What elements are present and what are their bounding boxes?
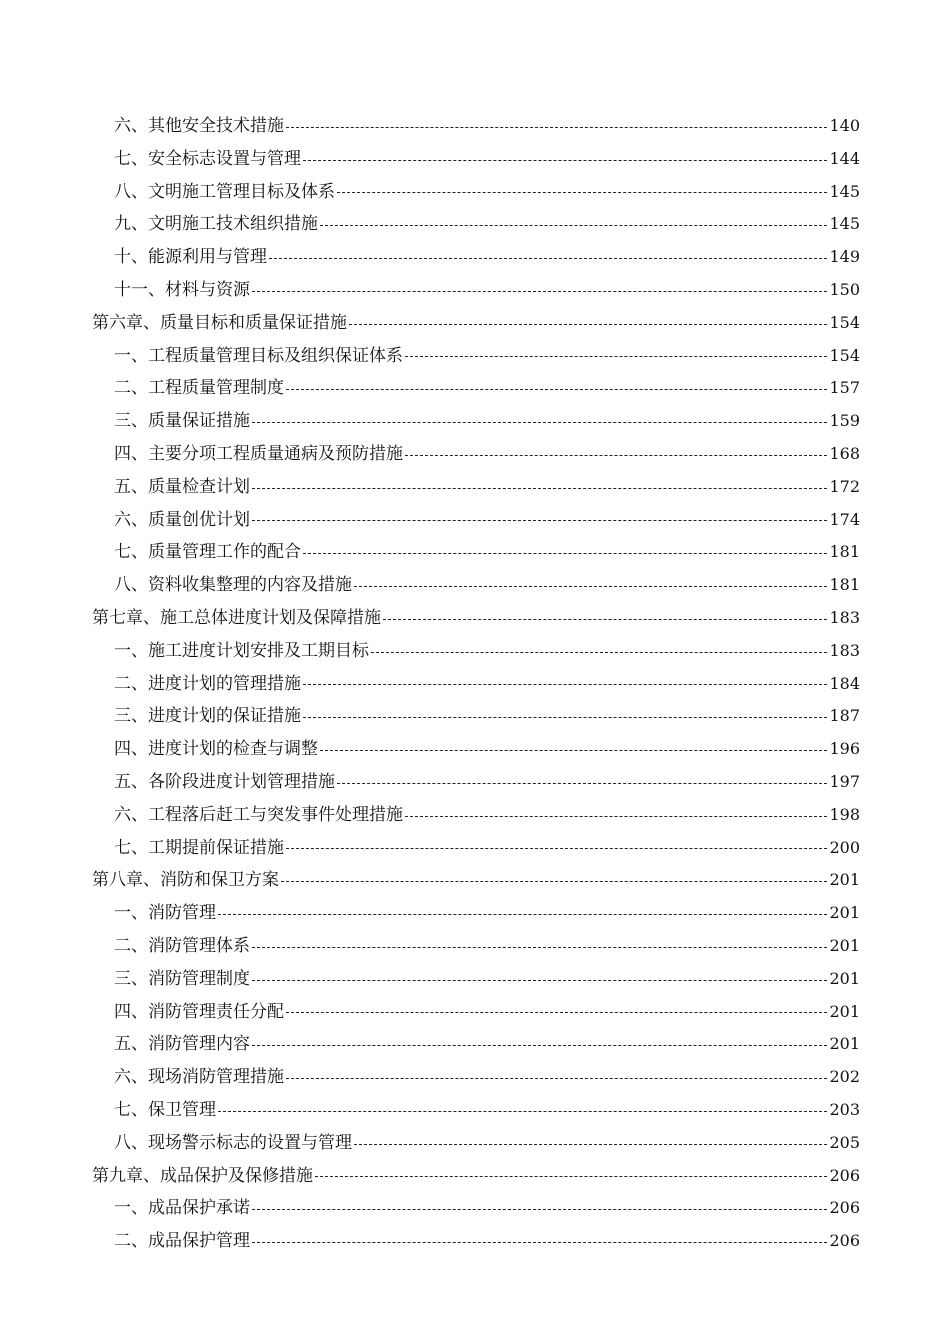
toc-section-entry[interactable] xyxy=(92,143,860,176)
toc-dot-leader xyxy=(349,324,827,325)
toc-entry-title: 六、质量创优计划 xyxy=(114,509,250,530)
toc-section-entry[interactable] xyxy=(92,930,860,963)
toc-page-number: 201 xyxy=(829,935,860,955)
toc-section-entry[interactable] xyxy=(92,1127,860,1160)
toc-entry-title: 三、消防管理制度 xyxy=(114,968,250,989)
toc-page-number: 201 xyxy=(829,903,860,923)
toc-dot-leader xyxy=(252,488,827,489)
toc-page-number: 157 xyxy=(829,378,860,398)
toc-dot-leader xyxy=(286,1078,827,1079)
toc-section-entry[interactable] xyxy=(92,766,860,799)
toc-section-entry[interactable] xyxy=(92,438,860,471)
toc-page-number: 145 xyxy=(829,181,860,201)
toc-page-number: 150 xyxy=(829,279,860,299)
toc-dot-leader xyxy=(281,881,827,882)
toc-entry-title: 一、施工进度计划安排及工期目标 xyxy=(114,640,369,661)
toc-page-number: 183 xyxy=(829,607,860,627)
toc-dot-leader xyxy=(405,356,827,357)
toc-page-number: 187 xyxy=(829,706,860,726)
toc-page-number: 159 xyxy=(829,411,860,431)
toc-section-entry[interactable] xyxy=(92,897,860,930)
toc-dot-leader xyxy=(286,127,827,128)
toc-entry-title: 八、现场警示标志的设置与管理 xyxy=(114,1132,352,1153)
toc-dot-leader xyxy=(286,389,827,390)
toc-entry-title: 六、现场消防管理措施 xyxy=(114,1067,284,1088)
toc-section-entry[interactable] xyxy=(92,176,860,209)
toc-entry-title: 六、其他安全技术措施 xyxy=(114,116,284,136)
toc-entry-title: 七、工期提前保证措施 xyxy=(114,837,284,858)
toc-page-number: 172 xyxy=(829,476,860,496)
toc-entry-title: 四、进度计划的检查与调整 xyxy=(114,739,318,760)
toc-section-entry[interactable] xyxy=(92,110,860,143)
toc-chapter-entry[interactable] xyxy=(92,864,860,897)
toc-entry-title: 五、质量检查计划 xyxy=(114,476,250,497)
toc-page-number: 200 xyxy=(829,837,860,857)
toc-dot-leader xyxy=(252,422,827,423)
toc-dot-leader xyxy=(315,1176,827,1177)
table-of-contents xyxy=(92,110,860,1258)
toc-entry-title: 第九章、成品保护及保修措施 xyxy=(92,1165,313,1186)
toc-page-number: 181 xyxy=(829,575,860,595)
toc-section-entry[interactable] xyxy=(92,1061,860,1094)
toc-dot-leader xyxy=(337,783,827,784)
toc-page-number: 206 xyxy=(829,1231,860,1251)
toc-chapter-entry[interactable] xyxy=(92,1160,860,1193)
toc-page-number: 198 xyxy=(829,804,860,824)
toc-dot-leader xyxy=(320,750,827,751)
toc-page-number: 206 xyxy=(829,1165,860,1185)
toc-entry-title: 八、资料收集整理的内容及措施 xyxy=(114,575,352,596)
toc-entry-title: 三、质量保证措施 xyxy=(114,411,250,432)
toc-dot-leader xyxy=(303,553,827,554)
toc-dot-leader xyxy=(269,258,827,259)
toc-page-number: 154 xyxy=(829,312,860,332)
toc-entry-title: 十一、材料与资源 xyxy=(114,279,250,300)
toc-page-number: 144 xyxy=(829,148,860,168)
toc-page-number: 196 xyxy=(829,739,860,759)
toc-section-entry[interactable] xyxy=(92,405,860,438)
toc-entry-title: 七、保卫管理 xyxy=(114,1099,216,1120)
toc-chapter-entry[interactable] xyxy=(92,602,860,635)
toc-entry-title: 二、工程质量管理制度 xyxy=(114,378,284,399)
toc-dot-leader xyxy=(286,1012,827,1013)
toc-page-number: 184 xyxy=(829,673,860,693)
toc-page-number: 205 xyxy=(829,1132,860,1152)
toc-section-entry[interactable] xyxy=(92,996,860,1029)
toc-dot-leader xyxy=(303,160,827,161)
toc-section-entry[interactable] xyxy=(92,1094,860,1127)
toc-entry-title: 第八章、消防和保卫方案 xyxy=(92,870,279,891)
toc-page-number: 206 xyxy=(829,1198,860,1218)
toc-dot-leader xyxy=(320,225,827,226)
toc-entry-title: 五、消防管理内容 xyxy=(114,1034,250,1055)
toc-section-entry[interactable] xyxy=(92,208,860,241)
toc-page-number: 203 xyxy=(829,1099,860,1119)
toc-page-number: 140 xyxy=(829,116,860,135)
toc-dot-leader xyxy=(252,1209,827,1210)
toc-chapter-entry[interactable] xyxy=(92,307,860,340)
toc-entry-title: 一、成品保护承诺 xyxy=(114,1198,250,1219)
toc-dot-leader xyxy=(303,684,827,685)
toc-section-entry[interactable] xyxy=(92,504,860,537)
toc-section-entry[interactable] xyxy=(92,372,860,405)
toc-section-entry[interactable] xyxy=(92,799,860,832)
toc-dot-leader xyxy=(371,652,827,653)
toc-section-entry[interactable] xyxy=(92,832,860,865)
toc-section-entry[interactable] xyxy=(92,1192,860,1225)
toc-page-number: 145 xyxy=(829,214,860,234)
toc-dot-leader xyxy=(405,455,827,456)
toc-dot-leader xyxy=(252,291,827,292)
toc-page-number: 202 xyxy=(829,1067,860,1087)
toc-dot-leader xyxy=(354,586,827,587)
toc-dot-leader xyxy=(337,192,827,193)
toc-page-number: 154 xyxy=(829,345,860,365)
toc-entry-title: 三、进度计划的保证措施 xyxy=(114,706,301,727)
toc-section-entry[interactable] xyxy=(92,536,860,569)
toc-page-number: 201 xyxy=(829,870,860,890)
toc-entry-title: 四、消防管理责任分配 xyxy=(114,1001,284,1022)
toc-dot-leader xyxy=(252,520,827,521)
toc-dot-leader xyxy=(303,717,827,718)
toc-entry-title: 四、主要分项工程质量通病及预防措施 xyxy=(114,443,403,464)
toc-dot-leader xyxy=(383,619,827,620)
toc-dot-leader xyxy=(405,816,827,817)
toc-section-entry[interactable] xyxy=(92,274,860,307)
toc-section-entry[interactable] xyxy=(92,241,860,274)
toc-section-entry[interactable] xyxy=(92,668,860,701)
toc-page-number: 201 xyxy=(829,1001,860,1021)
toc-dot-leader xyxy=(218,914,827,915)
toc-entry-title: 一、消防管理 xyxy=(114,903,216,924)
toc-section-entry[interactable] xyxy=(92,733,860,766)
toc-entry-title: 八、文明施工管理目标及体系 xyxy=(114,181,335,202)
toc-section-entry[interactable] xyxy=(92,340,860,373)
toc-section-entry[interactable] xyxy=(92,700,860,733)
toc-entry-title: 第六章、质量目标和质量保证措施 xyxy=(92,312,347,333)
toc-dot-leader xyxy=(218,1111,827,1112)
toc-page-number: 201 xyxy=(829,968,860,988)
toc-entry-title: 九、文明施工技术组织措施 xyxy=(114,214,318,235)
toc-section-entry[interactable] xyxy=(92,963,860,996)
toc-dot-leader xyxy=(354,1144,827,1145)
toc-page-number: 168 xyxy=(829,443,860,463)
toc-page-number: 174 xyxy=(829,509,860,529)
toc-section-entry[interactable] xyxy=(92,471,860,504)
toc-section-entry[interactable] xyxy=(92,1225,860,1258)
toc-page-number: 181 xyxy=(829,542,860,562)
toc-section-entry[interactable] xyxy=(92,569,860,602)
toc-entry-title: 二、进度计划的管理措施 xyxy=(114,673,301,694)
toc-page-number: 149 xyxy=(829,247,860,267)
toc-entry-title: 二、消防管理体系 xyxy=(114,935,250,956)
toc-dot-leader xyxy=(252,1045,827,1046)
toc-entry-title: 七、质量管理工作的配合 xyxy=(114,542,301,563)
toc-entry-title: 七、安全标志设置与管理 xyxy=(114,148,301,169)
toc-page-number: 201 xyxy=(829,1034,860,1054)
toc-entry-title: 五、各阶段进度计划管理措施 xyxy=(114,771,335,792)
toc-page-number: 197 xyxy=(829,771,860,791)
toc-dot-leader xyxy=(252,947,827,948)
toc-dot-leader xyxy=(252,1242,827,1243)
toc-dot-leader xyxy=(252,980,827,981)
toc-entry-title: 一、工程质量管理目标及组织保证体系 xyxy=(114,345,403,366)
toc-section-entry[interactable] xyxy=(92,1028,860,1061)
toc-entry-title: 二、成品保护管理 xyxy=(114,1231,250,1252)
toc-entry-title: 六、工程落后赶工与突发事件处理措施 xyxy=(114,804,403,825)
toc-page-number: 183 xyxy=(829,640,860,660)
toc-section-entry[interactable] xyxy=(92,635,860,668)
toc-entry-title: 第七章、施工总体进度计划及保障措施 xyxy=(92,607,381,628)
toc-dot-leader xyxy=(286,848,827,849)
toc-entry-title: 十、能源利用与管理 xyxy=(114,247,267,268)
